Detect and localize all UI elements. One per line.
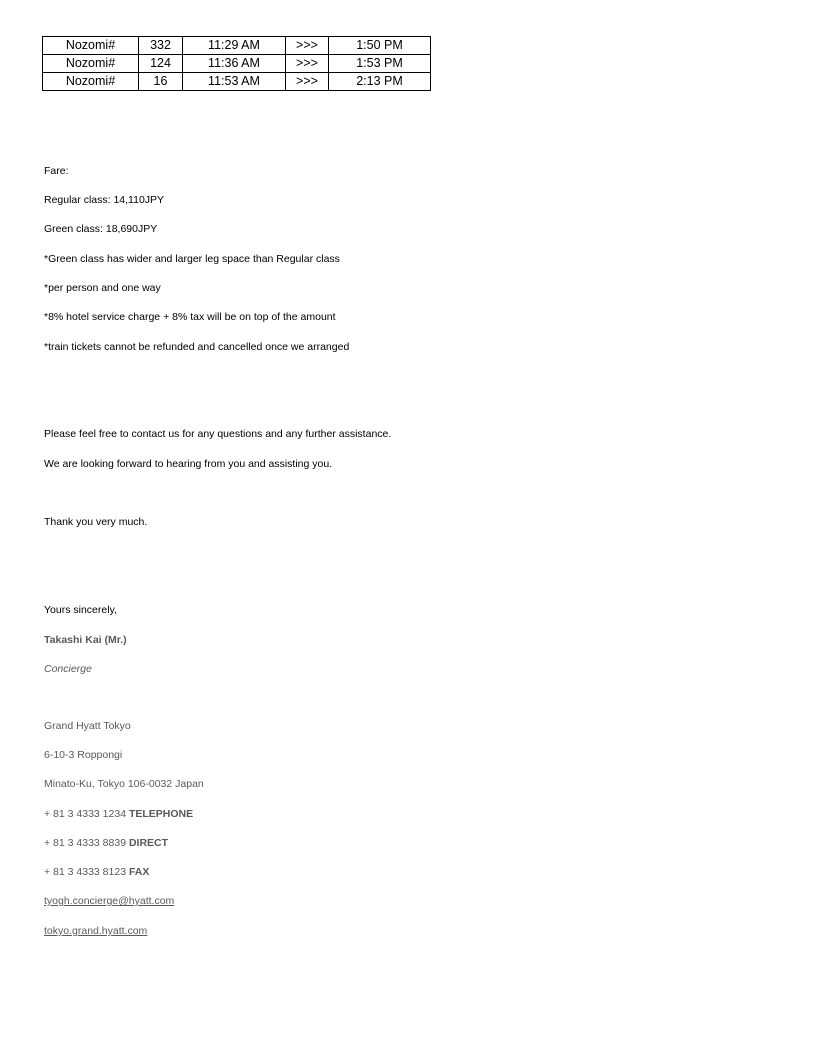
- fax-label: FAX: [128, 866, 150, 878]
- signature-title: Concierge: [44, 663, 92, 675]
- table-cell: 332: [139, 37, 183, 55]
- email-link[interactable]: tyogh.concierge@hyatt.com: [44, 895, 175, 907]
- table-cell: 11:53 AM: [183, 73, 286, 91]
- table-cell: 2:13 PM: [329, 73, 431, 91]
- direct-label: DIRECT: [128, 837, 169, 849]
- signature-fax: [44, 866, 149, 879]
- table-cell: 11:36 AM: [183, 55, 286, 73]
- signature-name: Takashi Kai (Mr.): [44, 634, 127, 646]
- table-cell: 16: [139, 73, 183, 91]
- telephone-label: TELEPHONE: [128, 808, 194, 820]
- closing-looking-forward: We are looking forward to hearing from you and assisting you.: [44, 458, 333, 470]
- table-cell: >>>: [286, 73, 329, 91]
- table-cell: 1:50 PM: [329, 37, 431, 55]
- table-cell: Nozomi#: [43, 55, 139, 73]
- table-cell: 124: [139, 55, 183, 73]
- table-cell: 1:53 PM: [329, 55, 431, 73]
- signature-address-line1: 6-10-3 Roppongi: [44, 749, 123, 761]
- closing-thanks: Thank you very much.: [44, 516, 148, 528]
- fare-note-non-refundable: *train tickets cannot be refunded and cancelled once we arranged: [44, 341, 350, 353]
- table-cell: >>>: [286, 55, 329, 73]
- table-cell: Nozomi#: [43, 73, 139, 91]
- signature-direct: [44, 837, 168, 850]
- website-link[interactable]: tokyo.grand.hyatt.com: [44, 925, 148, 937]
- closing-contact: Please feel free to contact us for any questions and any further assistance.: [44, 428, 392, 440]
- closing-sign-off: Yours sincerely,: [44, 604, 117, 616]
- fare-heading: Fare:: [44, 165, 69, 177]
- table-cell: >>>: [286, 37, 329, 55]
- table-cell: Nozomi#: [43, 37, 139, 55]
- fare-note-leg-space: *Green class has wider and larger leg space than Regular class: [44, 253, 340, 265]
- fax-number: + 81 3 4333 8123: [44, 866, 129, 878]
- signature-hotel: Grand Hyatt Tokyo: [44, 720, 131, 732]
- fare-note-per-person: *per person and one way: [44, 282, 161, 294]
- signature-telephone: [44, 808, 193, 821]
- table-row: [43, 37, 431, 55]
- table-row: [43, 55, 431, 73]
- fare-regular-class: Regular class: 14,110JPY: [44, 194, 165, 206]
- table-cell: 11:29 AM: [183, 37, 286, 55]
- table-row: [43, 73, 431, 91]
- fare-green-class: Green class: 18,690JPY: [44, 223, 158, 235]
- train-schedule-table: [42, 36, 431, 91]
- telephone-number: + 81 3 4333 1234: [44, 808, 129, 820]
- signature-address-line2: Minato-Ku, Tokyo 106-0032 Japan: [44, 778, 204, 790]
- fare-note-service-charge: *8% hotel service charge + 8% tax will be on top of the amount: [44, 311, 336, 323]
- direct-number: + 81 3 4333 8839: [44, 837, 129, 849]
